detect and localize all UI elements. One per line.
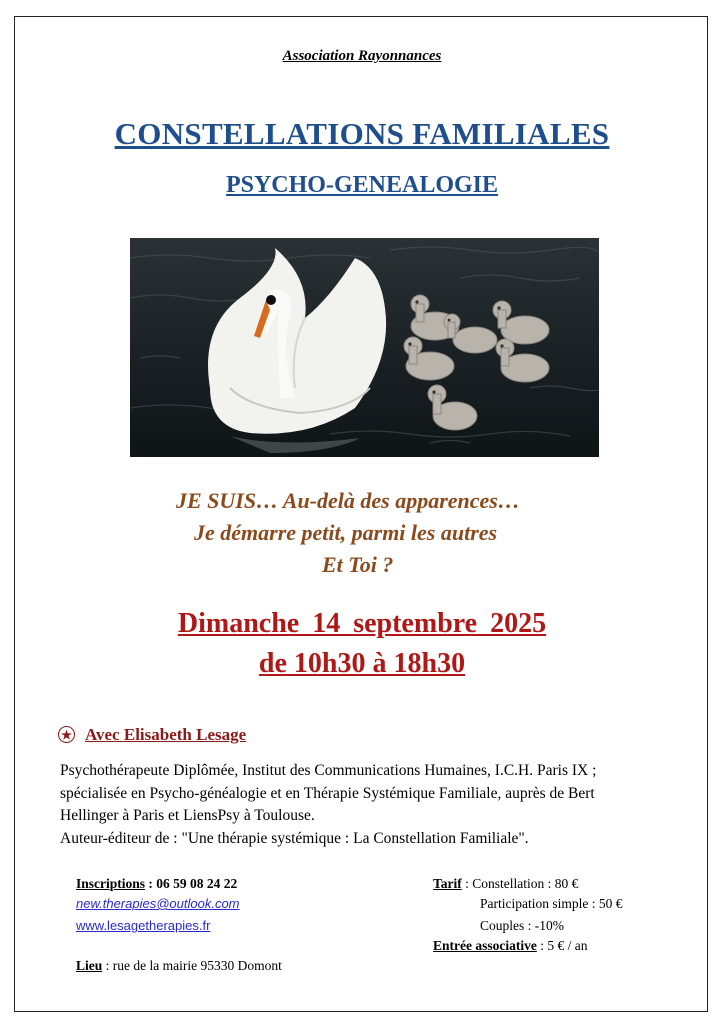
tarif-participation: Participation simple : 50 € bbox=[480, 896, 623, 911]
star-icon: ★ bbox=[58, 726, 75, 743]
quote-line-3: Et Toi ? bbox=[322, 552, 394, 577]
bio-line: Auteur-éditeur de : "Une thérapie systémique : La Constellation Familiale". bbox=[60, 829, 529, 847]
inscriptions-label: Inscriptions bbox=[76, 876, 146, 891]
bio-line: Psychothérapeute Diplômée, Institut des Communications Humaines, I.C.H. Paris IX ; bbox=[60, 762, 597, 779]
inscriptions-line bbox=[76, 876, 237, 892]
quote-line-2: Je démarre petit, parmi les autres bbox=[194, 520, 498, 545]
lieu-address: : rue de la mairie 95330 Domont bbox=[102, 958, 282, 973]
page-border bbox=[14, 16, 708, 1012]
tarif-line bbox=[433, 876, 578, 892]
event-date: Dimanche 14 septembre 2025 bbox=[177, 608, 547, 639]
entree-line bbox=[433, 938, 587, 954]
event-time: de 10h30 à 18h30 bbox=[258, 648, 466, 679]
presenter-heading bbox=[58, 725, 246, 745]
bio-line: spécialisée en Psycho-généalogie et en Thérapie Systémique Familiale, auprès de Bert bbox=[60, 784, 595, 802]
website-line bbox=[76, 918, 210, 934]
entree-value: : 5 € / an bbox=[536, 938, 588, 953]
lieu-label: Lieu bbox=[76, 958, 103, 973]
tarif-couples: Couples : -10% bbox=[480, 918, 564, 933]
presenter-name: Avec Elisabeth Lesage bbox=[85, 725, 247, 744]
email-line bbox=[76, 896, 240, 912]
tarif-constellation: : Constellation : 80 € bbox=[461, 876, 579, 891]
phone-number: : 06 59 08 24 22 bbox=[145, 876, 238, 891]
page-title: CONSTELLATIONS FAMILIALES bbox=[114, 116, 610, 151]
tarif-label: Tarif bbox=[433, 876, 462, 891]
quote-line-1: JE SUIS… Au-delà des apparences… bbox=[176, 488, 520, 513]
page-subtitle: PSYCHO-GENEALOGIE bbox=[225, 172, 499, 198]
association-name: Association Rayonnances bbox=[282, 48, 442, 64]
bio-line: Hellinger à Paris et LiensPsy à Toulouse. bbox=[60, 807, 315, 824]
presenter-bio bbox=[60, 760, 670, 850]
swan-photo bbox=[130, 238, 599, 457]
lieu-line bbox=[76, 958, 282, 974]
email-link[interactable]: new.therapies@outlook.com bbox=[76, 896, 240, 911]
website-link[interactable]: www.lesagetherapies.fr bbox=[76, 918, 211, 933]
entree-label: Entrée associative bbox=[433, 938, 537, 953]
